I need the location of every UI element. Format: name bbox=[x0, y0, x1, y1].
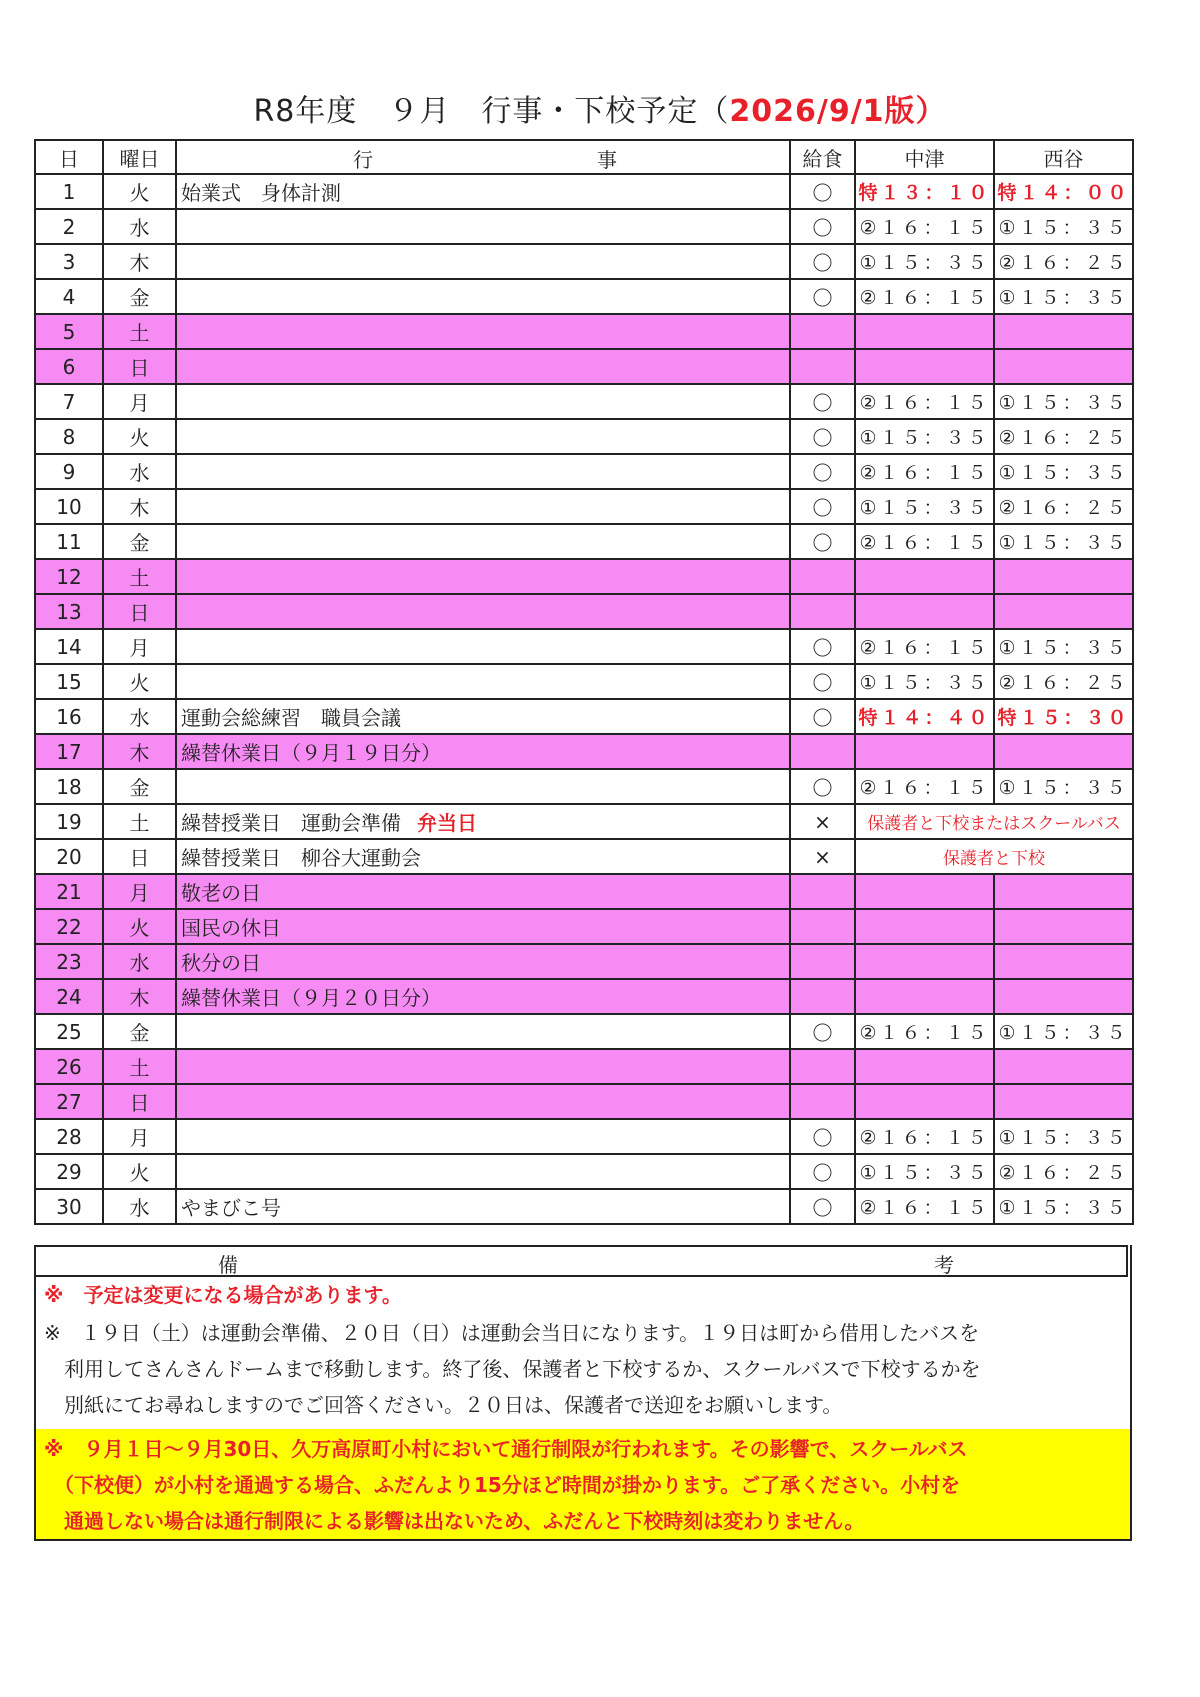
nishitani-time-cell bbox=[994, 314, 1133, 349]
weekday-cell: 金 bbox=[103, 769, 176, 804]
bento-day-label: 弁当日 bbox=[417, 811, 477, 835]
event-text: 繰替休業日（９月１９日分） bbox=[181, 741, 441, 765]
table-row bbox=[35, 944, 1133, 979]
nakatsu-time-cell: ①１５：３５ bbox=[855, 489, 994, 524]
nakatsu-time-cell: ①１５：３５ bbox=[855, 664, 994, 699]
day-cell: 22 bbox=[35, 909, 103, 944]
traffic-notice bbox=[36, 1429, 1130, 1539]
event-cell bbox=[176, 1119, 790, 1154]
weekday-cell: 火 bbox=[103, 909, 176, 944]
lunch-cell: 〇 bbox=[790, 699, 855, 734]
table-row bbox=[35, 594, 1133, 629]
lunch-cell bbox=[790, 944, 855, 979]
nakatsu-time-cell bbox=[855, 734, 994, 769]
event-cell bbox=[176, 524, 790, 559]
event-text: 繰替授業日 運動会準備 bbox=[181, 811, 401, 835]
weekday-cell: 月 bbox=[103, 629, 176, 664]
nishitani-time-cell: 特１４：００ bbox=[994, 174, 1133, 209]
day-cell: 14 bbox=[35, 629, 103, 664]
nishitani-time-cell: ①１５：３５ bbox=[994, 454, 1133, 489]
header-nakatsu: 中津 bbox=[855, 140, 994, 174]
nakatsu-time-cell: ②１６：１５ bbox=[855, 279, 994, 314]
dismissal-note-cell: 保護者と下校 bbox=[855, 839, 1133, 874]
event-cell bbox=[176, 209, 790, 244]
day-cell: 12 bbox=[35, 559, 103, 594]
event-cell bbox=[176, 1154, 790, 1189]
nishitani-time-cell: ①１５：３５ bbox=[994, 524, 1133, 559]
title-version: 2026/9/1版） bbox=[729, 94, 947, 129]
nishitani-time-cell: ②１６：２５ bbox=[994, 244, 1133, 279]
day-cell: 28 bbox=[35, 1119, 103, 1154]
nishitani-time-cell bbox=[994, 349, 1133, 384]
table-row bbox=[35, 174, 1133, 209]
day-cell: 25 bbox=[35, 1014, 103, 1049]
event-cell bbox=[176, 419, 790, 454]
lunch-cell: 〇 bbox=[790, 1014, 855, 1049]
event-cell bbox=[176, 979, 790, 1014]
table-row bbox=[35, 909, 1133, 944]
table-row bbox=[35, 1014, 1133, 1049]
event-text: 繰替休業日（９月２０日分） bbox=[181, 986, 441, 1010]
table-row bbox=[35, 349, 1133, 384]
weekday-cell: 土 bbox=[103, 1049, 176, 1084]
table-row bbox=[35, 314, 1133, 349]
table-row bbox=[35, 874, 1133, 909]
nishitani-time-cell: ②１６：２５ bbox=[994, 489, 1133, 524]
nakatsu-time-cell bbox=[855, 1049, 994, 1084]
lunch-cell: 〇 bbox=[790, 524, 855, 559]
weekday-cell: 月 bbox=[103, 874, 176, 909]
event-cell bbox=[176, 1189, 790, 1224]
weekday-cell: 月 bbox=[103, 1119, 176, 1154]
lunch-cell: 〇 bbox=[790, 769, 855, 804]
lunch-cell bbox=[790, 349, 855, 384]
table-row bbox=[35, 279, 1133, 314]
header-nishitani: 西谷 bbox=[994, 140, 1133, 174]
nakatsu-time-cell: 特１４：４０ bbox=[855, 699, 994, 734]
day-cell: 6 bbox=[35, 349, 103, 384]
nakatsu-time-cell: ②１６：１５ bbox=[855, 1189, 994, 1224]
weekday-cell: 日 bbox=[103, 1084, 176, 1119]
traffic-notice-line3: 通過しない場合は通行制限による影響は出ないため、ふだんと下校時刻は変わりません。 bbox=[44, 1509, 865, 1533]
lunch-cell bbox=[790, 1084, 855, 1119]
lunch-cell bbox=[790, 559, 855, 594]
nishitani-time-cell bbox=[994, 979, 1133, 1014]
day-cell: 9 bbox=[35, 454, 103, 489]
day-cell: 19 bbox=[35, 804, 103, 839]
event-cell bbox=[176, 874, 790, 909]
header-lunch: 給食 bbox=[790, 140, 855, 174]
weekday-cell: 日 bbox=[103, 839, 176, 874]
day-cell: 30 bbox=[35, 1189, 103, 1224]
table-row bbox=[35, 979, 1133, 1014]
nakatsu-time-cell: ②１６：１５ bbox=[855, 384, 994, 419]
lunch-cell: 〇 bbox=[790, 209, 855, 244]
event-text: 秋分の日 bbox=[181, 951, 261, 975]
traffic-notice-line1: ※ ９月１日～９月30日、久万高原町小村において通行制限が行われます。その影響で、スクールバス bbox=[44, 1437, 968, 1461]
day-cell: 21 bbox=[35, 874, 103, 909]
weekday-cell: 月 bbox=[103, 384, 176, 419]
event-cell bbox=[176, 244, 790, 279]
lunch-cell bbox=[790, 874, 855, 909]
nakatsu-time-cell: ②１６：１５ bbox=[855, 1014, 994, 1049]
lunch-cell bbox=[790, 734, 855, 769]
nakatsu-time-cell bbox=[855, 559, 994, 594]
table-row bbox=[35, 209, 1133, 244]
notes-header-b: 考 bbox=[934, 1253, 954, 1277]
event-cell bbox=[176, 384, 790, 419]
lunch-cell: 〇 bbox=[790, 279, 855, 314]
nishitani-time-cell: ①１５：３５ bbox=[994, 279, 1133, 314]
day-cell: 20 bbox=[35, 839, 103, 874]
day-cell: 11 bbox=[35, 524, 103, 559]
table-row bbox=[35, 629, 1133, 664]
day-cell: 8 bbox=[35, 419, 103, 454]
header-event-a: 行 bbox=[353, 148, 373, 172]
weekday-cell: 日 bbox=[103, 594, 176, 629]
day-cell: 18 bbox=[35, 769, 103, 804]
weekday-cell: 火 bbox=[103, 1154, 176, 1189]
nakatsu-time-cell bbox=[855, 979, 994, 1014]
event-cell bbox=[176, 664, 790, 699]
event-text: 国民の休日 bbox=[181, 916, 281, 940]
note-sports-line1: ※ １９日（土）は運動会準備、２０日（日）は運動会当日になります。１９日は町から借用したバスを bbox=[44, 1321, 980, 1345]
day-cell: 2 bbox=[35, 209, 103, 244]
notes-header-a: 備 bbox=[218, 1253, 238, 1277]
event-text: 繰替授業日 柳谷大運動会 bbox=[181, 846, 421, 870]
weekday-cell: 土 bbox=[103, 314, 176, 349]
table-row bbox=[35, 664, 1133, 699]
header-row bbox=[35, 140, 1133, 174]
traffic-notice-line2: （下校便）が小村を通過する場合、ふだんより15分ほど時間が掛かります。ご了承ください。小村を bbox=[44, 1473, 961, 1497]
weekday-cell: 木 bbox=[103, 489, 176, 524]
day-cell: 1 bbox=[35, 174, 103, 209]
nishitani-time-cell bbox=[994, 734, 1133, 769]
weekday-cell: 水 bbox=[103, 454, 176, 489]
nakatsu-time-cell: ②１６：１５ bbox=[855, 524, 994, 559]
table-row bbox=[35, 244, 1133, 279]
event-cell bbox=[176, 454, 790, 489]
event-cell bbox=[176, 769, 790, 804]
nishitani-time-cell: 特１５：３０ bbox=[994, 699, 1133, 734]
day-cell: 16 bbox=[35, 699, 103, 734]
nakatsu-time-cell: ②１６：１５ bbox=[855, 629, 994, 664]
lunch-cell: 〇 bbox=[790, 174, 855, 209]
nishitani-time-cell bbox=[994, 1084, 1133, 1119]
note-sports-line2: 利用してさんさんドームまで移動します。終了後、保護者と下校するか、スクールバスで下校するかを bbox=[44, 1357, 981, 1381]
day-cell: 7 bbox=[35, 384, 103, 419]
event-cell bbox=[176, 594, 790, 629]
nishitani-time-cell bbox=[994, 909, 1133, 944]
nakatsu-time-cell: ①１５：３５ bbox=[855, 1154, 994, 1189]
table-row bbox=[35, 1189, 1133, 1224]
schedule-rows bbox=[35, 174, 1133, 1224]
nishitani-time-cell bbox=[994, 1049, 1133, 1084]
page-title bbox=[0, 86, 1200, 130]
nakatsu-time-cell bbox=[855, 314, 994, 349]
weekday-cell: 水 bbox=[103, 1189, 176, 1224]
schedule-table bbox=[34, 139, 1134, 1225]
lunch-cell bbox=[790, 909, 855, 944]
lunch-cell: 〇 bbox=[790, 454, 855, 489]
table-row bbox=[35, 734, 1133, 769]
nishitani-time-cell: ①１５：３５ bbox=[994, 384, 1133, 419]
lunch-cell: 〇 bbox=[790, 384, 855, 419]
lunch-cell: 〇 bbox=[790, 629, 855, 664]
lunch-cell: 〇 bbox=[790, 1189, 855, 1224]
nishitani-time-cell: ②１６：２５ bbox=[994, 419, 1133, 454]
nakatsu-time-cell: ②１６：１５ bbox=[855, 454, 994, 489]
weekday-cell: 火 bbox=[103, 174, 176, 209]
day-cell: 3 bbox=[35, 244, 103, 279]
event-text: 運動会総練習 職員会議 bbox=[181, 706, 401, 730]
lunch-cell: 〇 bbox=[790, 244, 855, 279]
dismissal-note-cell: 保護者と下校またはスクールバス bbox=[855, 804, 1133, 839]
nakatsu-time-cell: ①１５：３５ bbox=[855, 244, 994, 279]
table-row bbox=[35, 524, 1133, 559]
weekday-cell: 木 bbox=[103, 734, 176, 769]
lunch-cell: 〇 bbox=[790, 489, 855, 524]
weekday-cell: 水 bbox=[103, 209, 176, 244]
day-cell: 15 bbox=[35, 664, 103, 699]
event-cell bbox=[176, 944, 790, 979]
event-cell bbox=[176, 1014, 790, 1049]
lunch-cell bbox=[790, 1049, 855, 1084]
event-cell bbox=[176, 489, 790, 524]
event-cell bbox=[176, 279, 790, 314]
weekday-cell: 水 bbox=[103, 699, 176, 734]
day-cell: 5 bbox=[35, 314, 103, 349]
event-cell bbox=[176, 1084, 790, 1119]
event-text: やまびこ号 bbox=[181, 1196, 281, 1220]
weekday-cell: 土 bbox=[103, 804, 176, 839]
event-cell bbox=[176, 839, 790, 874]
weekday-cell: 金 bbox=[103, 524, 176, 559]
weekday-cell: 水 bbox=[103, 944, 176, 979]
event-cell bbox=[176, 349, 790, 384]
day-cell: 10 bbox=[35, 489, 103, 524]
header-weekday: 曜日 bbox=[103, 140, 176, 174]
table-row bbox=[35, 1084, 1133, 1119]
lunch-cell: × bbox=[790, 804, 855, 839]
nishitani-time-cell bbox=[994, 874, 1133, 909]
day-cell: 23 bbox=[35, 944, 103, 979]
header-event-b: 事 bbox=[597, 148, 617, 172]
lunch-cell: 〇 bbox=[790, 1154, 855, 1189]
table-row bbox=[35, 1154, 1133, 1189]
event-cell bbox=[176, 314, 790, 349]
weekday-cell: 火 bbox=[103, 664, 176, 699]
note-sports-line3: 別紙にてお尋ねしますのでご回答ください。２０日は、保護者で送迎をお願いします。 bbox=[44, 1393, 843, 1417]
nishitani-time-cell bbox=[994, 944, 1133, 979]
nishitani-time-cell: ②１６：２５ bbox=[994, 1154, 1133, 1189]
day-cell: 26 bbox=[35, 1049, 103, 1084]
table-row bbox=[35, 804, 1133, 839]
table-row bbox=[35, 384, 1133, 419]
nakatsu-time-cell: 特１３：１０ bbox=[855, 174, 994, 209]
table-row bbox=[35, 559, 1133, 594]
nakatsu-time-cell bbox=[855, 944, 994, 979]
event-cell bbox=[176, 804, 790, 839]
weekday-cell: 木 bbox=[103, 244, 176, 279]
nakatsu-time-cell bbox=[855, 1084, 994, 1119]
weekday-cell: 金 bbox=[103, 1014, 176, 1049]
event-cell bbox=[176, 699, 790, 734]
nishitani-time-cell bbox=[994, 559, 1133, 594]
table-row bbox=[35, 454, 1133, 489]
event-cell bbox=[176, 734, 790, 769]
event-cell bbox=[176, 559, 790, 594]
title-main: R8年度 ９月 行事・下校予定（ bbox=[253, 94, 730, 129]
lunch-cell: 〇 bbox=[790, 664, 855, 699]
day-cell: 24 bbox=[35, 979, 103, 1014]
weekday-cell: 金 bbox=[103, 279, 176, 314]
event-cell bbox=[176, 909, 790, 944]
nishitani-time-cell: ②１６：２５ bbox=[994, 664, 1133, 699]
nishitani-time-cell: ①１５：３５ bbox=[994, 1189, 1133, 1224]
event-text: 始業式 身体計測 bbox=[181, 181, 341, 205]
table-row bbox=[35, 769, 1133, 804]
weekday-cell: 土 bbox=[103, 559, 176, 594]
nishitani-time-cell bbox=[994, 594, 1133, 629]
table-row bbox=[35, 1049, 1133, 1084]
day-cell: 4 bbox=[35, 279, 103, 314]
nakatsu-time-cell bbox=[855, 874, 994, 909]
event-cell bbox=[176, 174, 790, 209]
header-day: 日 bbox=[35, 140, 103, 174]
day-cell: 13 bbox=[35, 594, 103, 629]
nakatsu-time-cell bbox=[855, 909, 994, 944]
event-cell bbox=[176, 1049, 790, 1084]
nakatsu-time-cell: ②１６：１５ bbox=[855, 1119, 994, 1154]
nishitani-time-cell: ①１５：３５ bbox=[994, 209, 1133, 244]
table-row bbox=[35, 699, 1133, 734]
note-change: ※ 予定は変更になる場合があります。 bbox=[44, 1283, 402, 1307]
day-cell: 17 bbox=[35, 734, 103, 769]
table-row bbox=[35, 1119, 1133, 1154]
nakatsu-time-cell: ②１６：１５ bbox=[855, 209, 994, 244]
header-event bbox=[176, 140, 790, 174]
lunch-cell bbox=[790, 594, 855, 629]
lunch-cell: 〇 bbox=[790, 419, 855, 454]
notes-box bbox=[34, 1245, 1132, 1541]
weekday-cell: 木 bbox=[103, 979, 176, 1014]
event-cell bbox=[176, 629, 790, 664]
nakatsu-time-cell: ①１５：３５ bbox=[855, 419, 994, 454]
nakatsu-time-cell: ②１６：１５ bbox=[855, 769, 994, 804]
lunch-cell bbox=[790, 314, 855, 349]
table-row bbox=[35, 489, 1133, 524]
lunch-cell bbox=[790, 979, 855, 1014]
nakatsu-time-cell bbox=[855, 594, 994, 629]
weekday-cell: 火 bbox=[103, 419, 176, 454]
nishitani-time-cell: ①１５：３５ bbox=[994, 769, 1133, 804]
event-text: 敬老の日 bbox=[181, 881, 261, 905]
table-row bbox=[35, 839, 1133, 874]
day-cell: 29 bbox=[35, 1154, 103, 1189]
table-row bbox=[35, 419, 1133, 454]
nakatsu-time-cell bbox=[855, 349, 994, 384]
lunch-cell: 〇 bbox=[790, 1119, 855, 1154]
weekday-cell: 日 bbox=[103, 349, 176, 384]
day-cell: 27 bbox=[35, 1084, 103, 1119]
lunch-cell: × bbox=[790, 839, 855, 874]
nishitani-time-cell: ①１５：３５ bbox=[994, 1119, 1133, 1154]
nishitani-time-cell: ①１５：３５ bbox=[994, 629, 1133, 664]
nishitani-time-cell: ①１５：３５ bbox=[994, 1014, 1133, 1049]
